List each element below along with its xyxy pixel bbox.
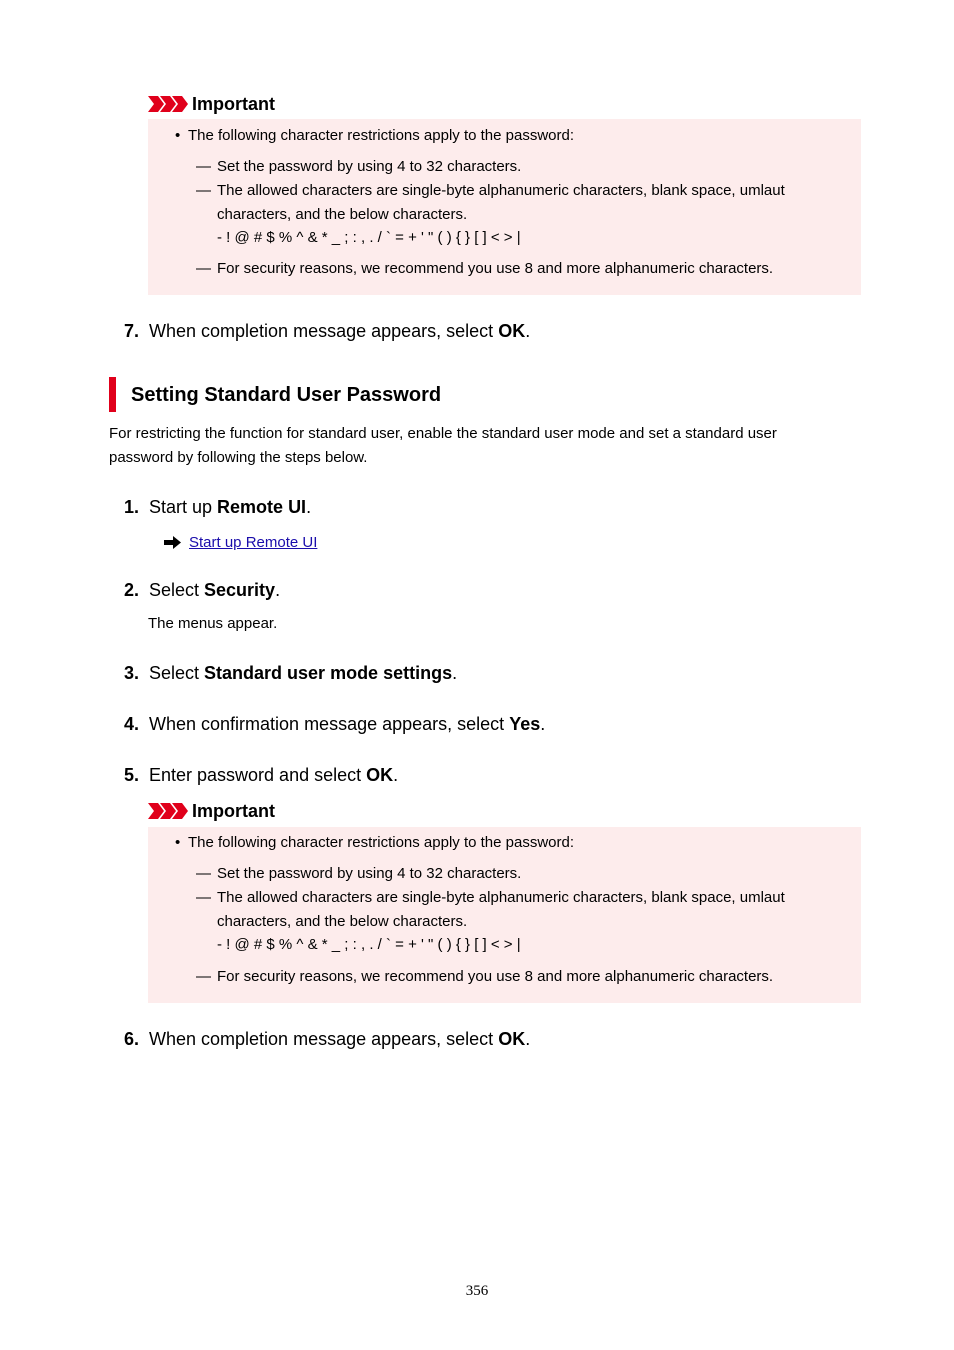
section-title: Setting Standard User Password [131,384,442,406]
important-chevrons-icon [148,96,188,112]
link-row [164,531,317,553]
important-box: • The following character restrictions apply to the password: — Set the password by using 4 to 32 characters. — The allowed characters are single-byte alphanumeric characters, blank space, umlaut characters, and the below characters. - ! @ # $ % ^ & * _ ; : , . / ` = + ' " ( ) { } [ ] < > | — For security reasons, we recommend you use 8 and more alphanumeric characters. [148,119,861,295]
step-6: 6. When completion message appears, select OK. [124,1029,531,1049]
important-header [148,93,275,115]
step-2: 2. Select Security. [124,580,281,600]
important-title: Important [192,801,275,821]
step-4: 4. When confirmation message appears, select Yes. [124,714,546,734]
step-3: 3. Select Standard user mode settings. [124,663,458,683]
important-header [148,800,275,822]
important-chevrons-icon [148,803,188,819]
start-up-remote-ui-link[interactable]: Start up Remote UI [189,533,318,551]
step-1: 1. Start up Remote UI. [124,497,312,517]
important-box: • The following character restrictions apply to the password: — Set the password by using 4 to 32 characters. — The allowed characters are single-byte alphanumeric characters, blank space, umlaut characters, and the below characters. - ! @ # $ % ^ & * _ ; : , . / ` = + ' " ( ) { } [ ] < > | — For security reasons, we recommend you use 8 and more alphanumeric characters. [148,827,861,1003]
important-title: Important [192,94,275,114]
step-5: 5. Enter password and select OK. [124,765,399,785]
step-7: 7. When completion message appears, select OK. [124,321,531,341]
section-intro: For restricting the function for standard user, enable the standard user mode and set a standard user password by following the steps below. [109,425,777,466]
menus-note: The menus appear. [148,615,278,632]
bullet-dot: • [175,834,181,851]
page-number: 356 [465,1283,489,1299]
bullet-dot: • [175,127,181,144]
section-accent-bar [109,377,116,412]
arrow-right-icon [164,536,181,549]
